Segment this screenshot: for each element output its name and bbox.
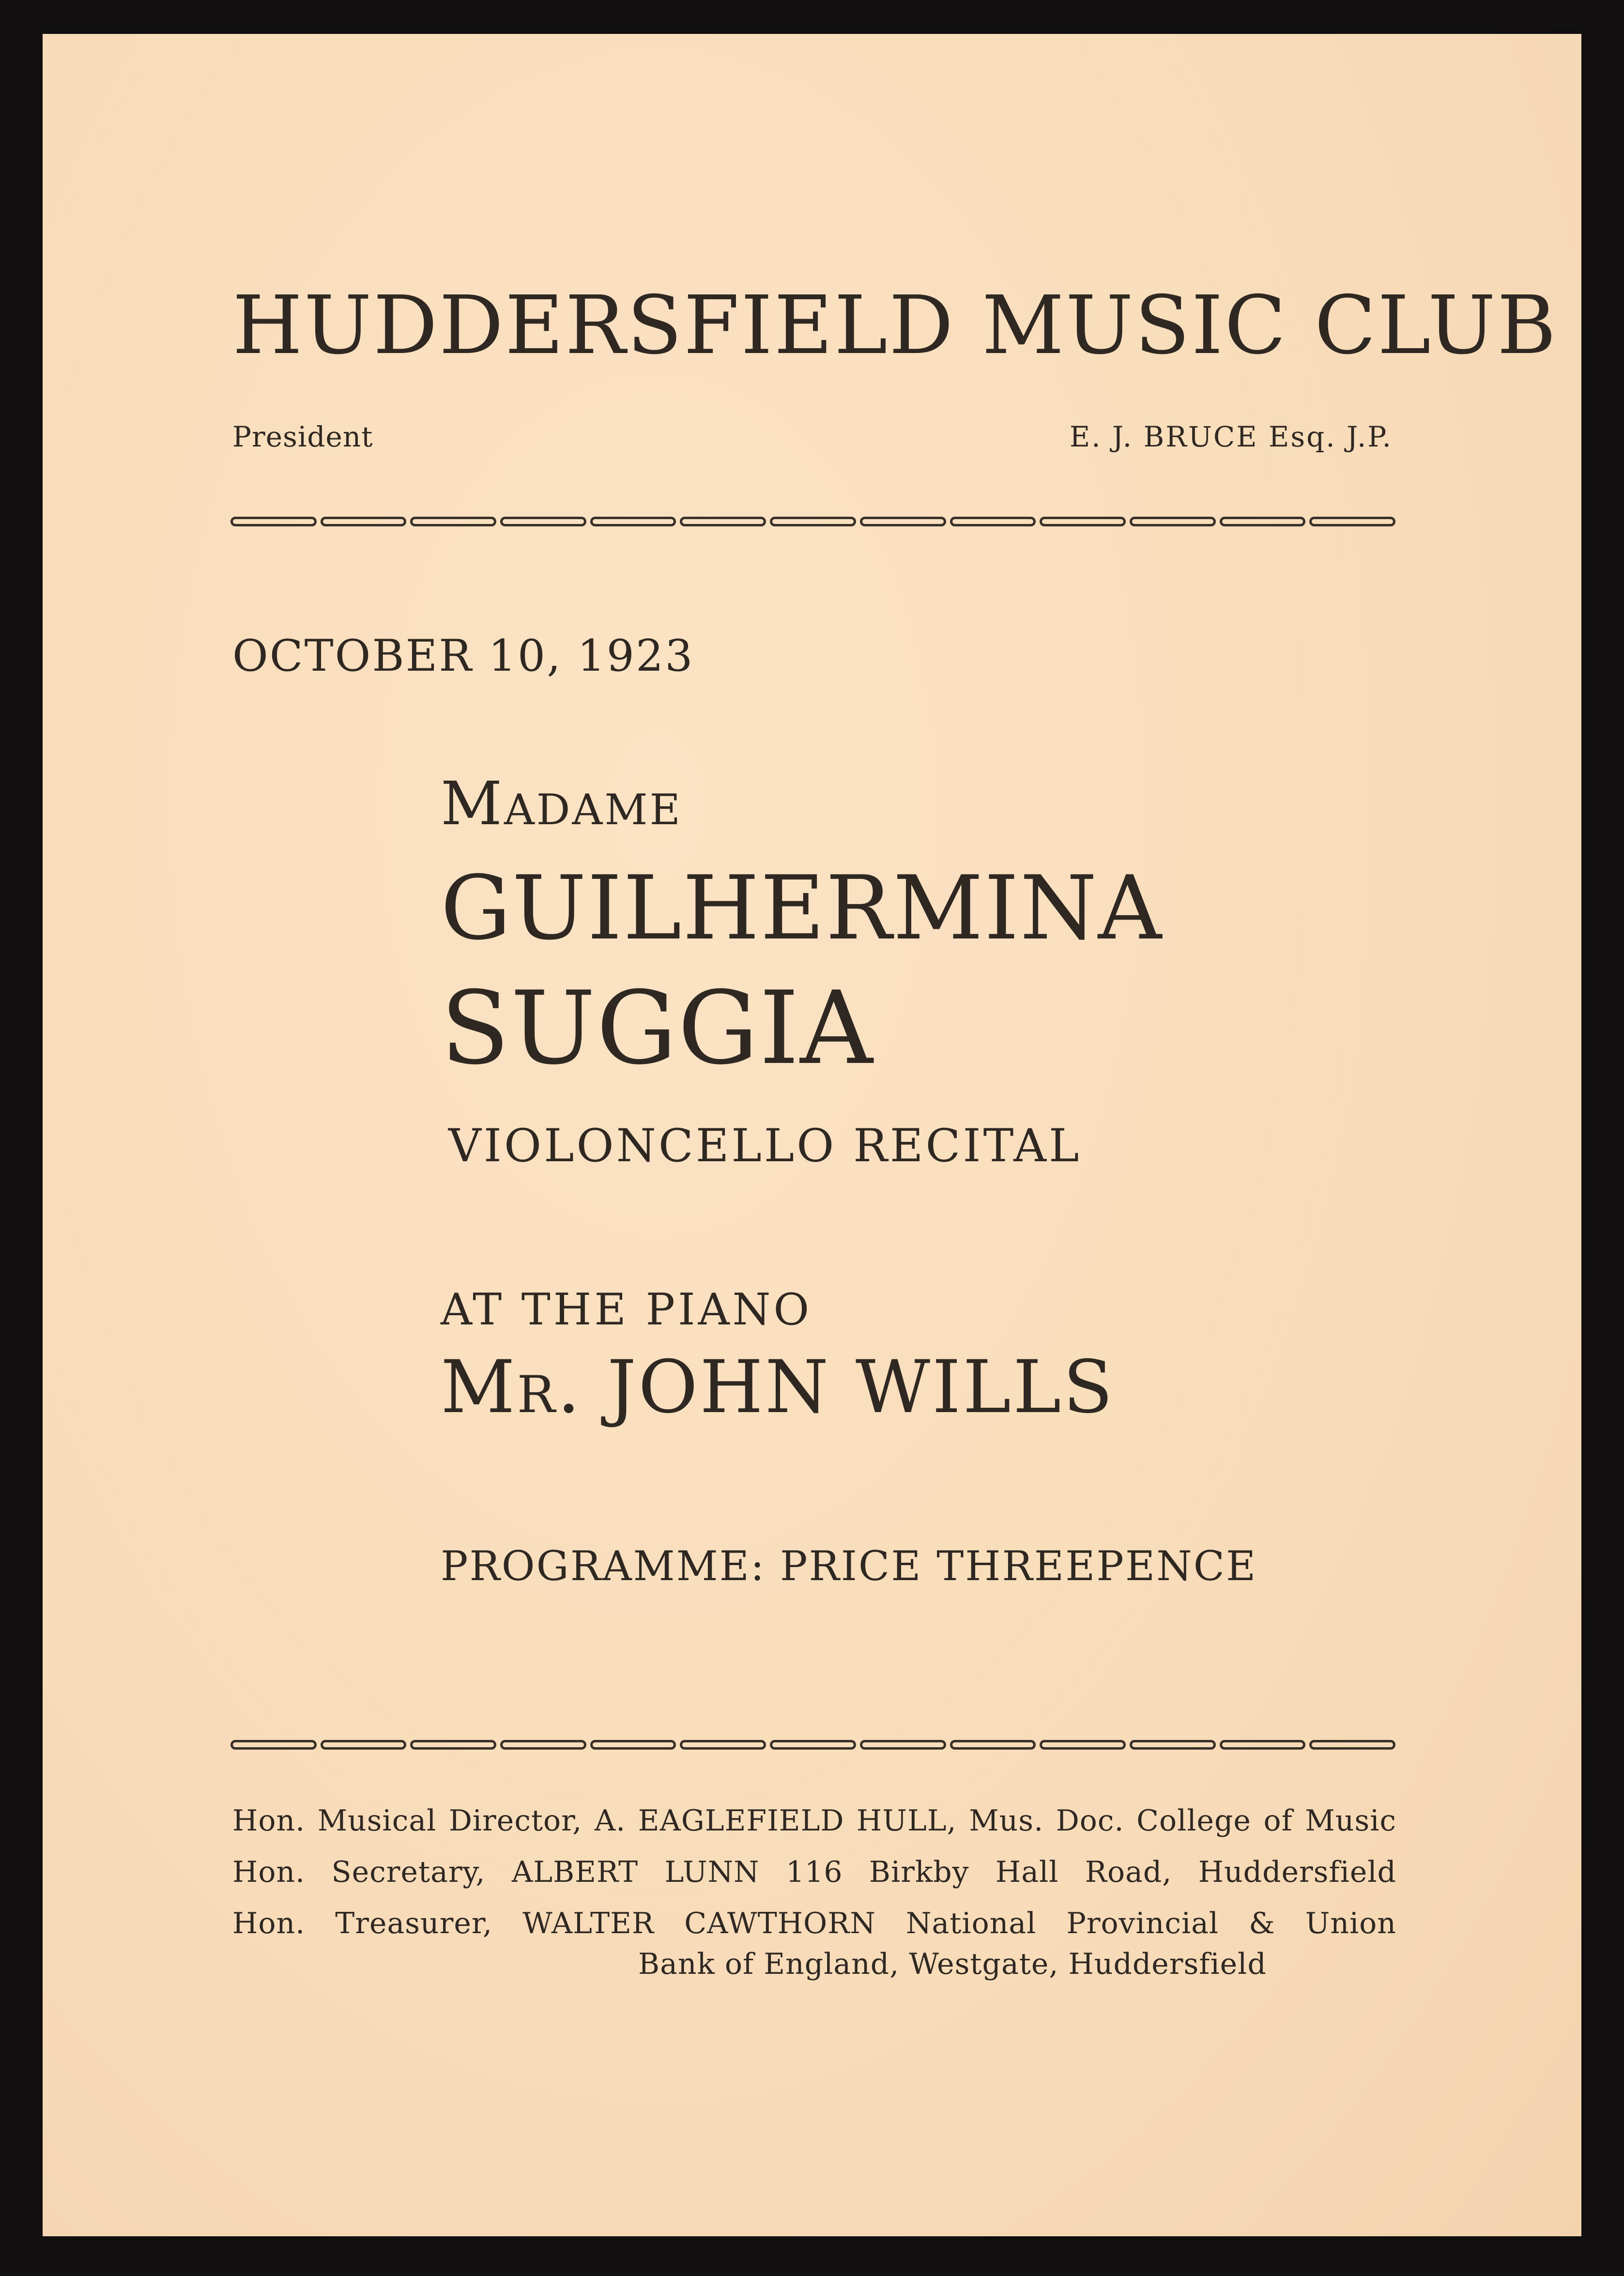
officer-word: College [1136,1804,1251,1838]
officer-word: Doc. [1056,1804,1124,1838]
officer-secretary [232,1855,1396,1889]
chain-divider-bottom [230,1738,1395,1751]
accompanist-name: Mr. JOHN WILLS [441,1345,1115,1430]
officer-treasurer [232,1909,1396,1938]
officer-word: Huddersfield [1198,1855,1396,1889]
officer-word: Hall [995,1855,1059,1889]
officer-word: CAWTHORN [684,1907,876,1940]
officer-word: EAGLEFIELD [638,1804,844,1838]
officer-word: Musical [317,1804,437,1838]
president-name: E. J. BRUCE Esq. J.P. [1069,420,1393,453]
performer-surname: SUGGIA [441,970,874,1087]
officer-word: LUNN [664,1855,760,1889]
officer-word: Mus. [969,1804,1044,1838]
officer-word: Hon. [232,1804,306,1838]
officer-word: WALTER [522,1907,655,1940]
officer-word: Hon. [232,1907,306,1940]
accompanist-label: AT THE PIANO [441,1284,812,1335]
programme-cover [43,34,1581,2236]
officer-word: Music [1305,1804,1396,1838]
officer-musical-director [232,1804,1396,1838]
officer-treasurer-address: Bank of England, Westgate, Huddersfield [638,1947,1267,1981]
officer-word: & [1249,1907,1275,1940]
officer-word: A. [594,1804,626,1838]
officer-word: Provincial [1066,1907,1219,1940]
event-date: OCTOBER 10, 1923 [232,631,694,681]
president-label: President [232,420,373,453]
recital-type: VIOLONCELLO RECITAL [448,1120,1082,1172]
officer-word: Secretary, [331,1855,486,1889]
officer-word: Road, [1085,1855,1172,1889]
officer-word: Director, [448,1804,582,1838]
officer-word: Hon. [232,1855,306,1889]
performer-title: Madame [441,769,682,839]
chain-divider-top [230,515,1395,528]
programme-price: PROGRAMME: PRICE THREEPENCE [441,1542,1257,1590]
performer-first-name: GUILHERMINA [441,857,1163,959]
officer-word: of [1263,1804,1293,1838]
club-title: HUDDERSFIELD MUSIC CLUB [232,279,1558,372]
officer-word: National [906,1907,1037,1940]
officer-word: ALBERT [511,1855,639,1889]
officer-word: Birkby [869,1855,969,1889]
officer-word: Treasurer, [335,1907,493,1940]
officer-word: HULL, [857,1804,957,1838]
officer-word: Union [1305,1907,1396,1940]
officer-word: 116 [786,1855,843,1889]
